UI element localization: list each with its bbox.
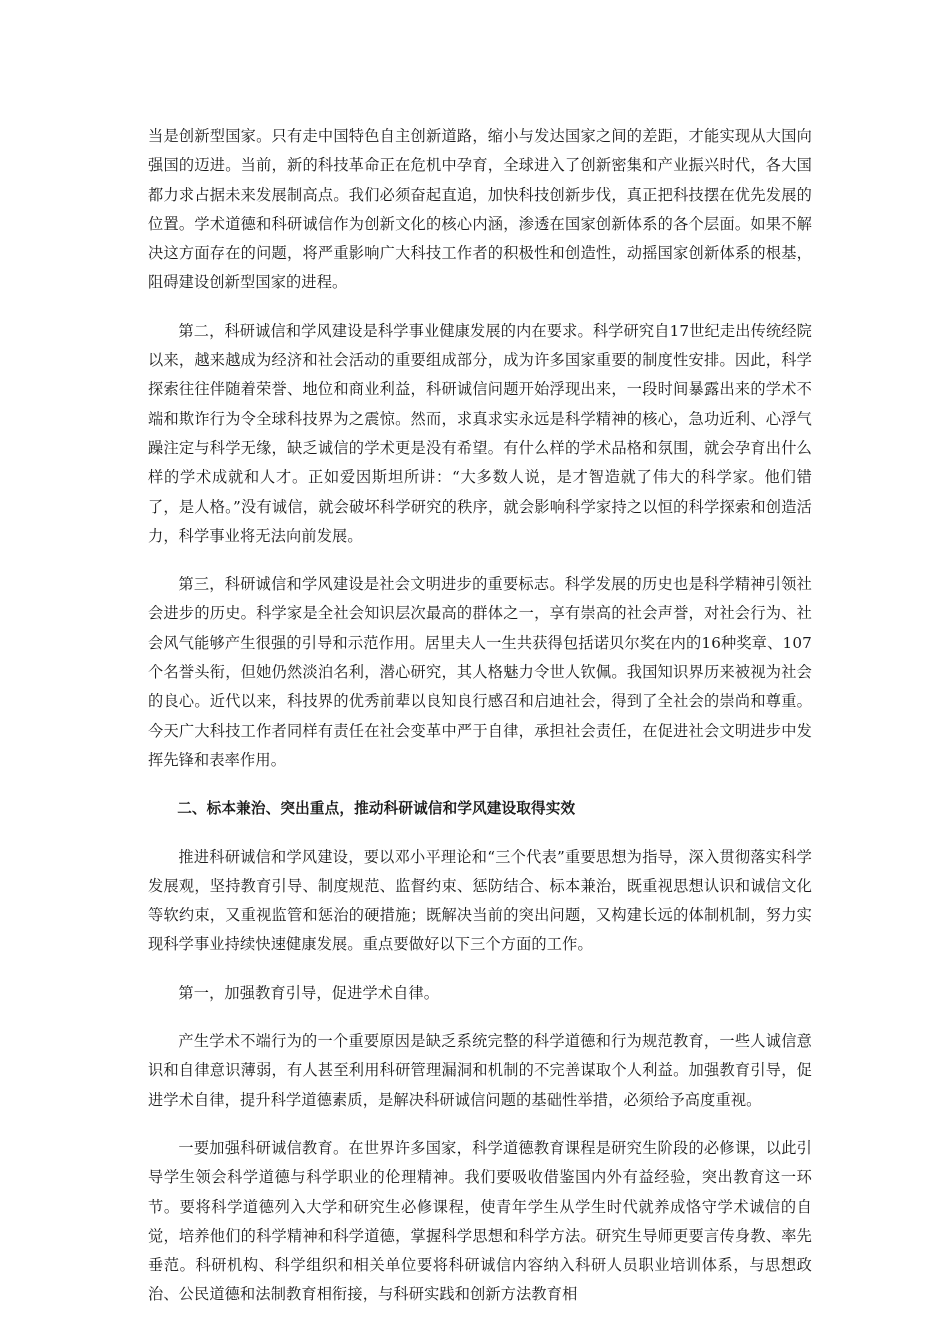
paragraph-section-intro: 推进科研诚信和学风建设，要以邓小平理论和“三个代表”重要思想为指导，深入贯彻落实科学发展观，坚持教育引导、制度规范、监督约束、惩防结合、标本兼治，既重视思想认识和诚信文化等软约束，又重视监管和惩治的硬措施；既解决当前的突出问题，又构建长远的体制机制，努力实现科学事业持续快速健康发展。重点要做好以下三个方面的工作。 (148, 847, 812, 954)
paragraph-point-two: 第二，科研诚信和学风建设是科学事业健康发展的内在要求。科学研究自17世纪走出传统经院以来，越来越成为经济和社会活动的重要组成部分，成为许多国家重要的制度性安排。因此，科学探索往往伴随着荣誉、地位和商业利益，科研诚信问题开始浮现出来，一段时间暴露出来的学术不端和欺诈行为令全球科技界为之震惊。然而，求真求实永远是科学精神的核心，急功近利、心浮气躁注定与科学无缘，缺乏诚信的学术更是没有希望。有什么样的学术品格和氛围，就会孕育出什么样的学术成就和人才。正如爱因斯坦所讲：“大多数人说，是才智造就了伟大的科学家。他们错了，是人格。”没有诚信，就会破坏科学研究的秩序，就会影响科学家持之以恒的科学探索和创造活力，科学事业将无法向前发展。 (148, 321, 812, 545)
paragraph-continuation: 当是创新型国家。只有走中国特色自主创新道路，缩小与发达国家之间的差距，才能实现从大国向强国的迈进。当前，新的科技革命正在危机中孕育，全球进入了创新密集和产业振兴时代，各大国都力求占据未来发展制高点。我们必须奋起直追，加快科技创新步伐，真正把科技摆在优先发展的位置。学术道德和科研诚信作为创新文化的核心内涵，渗透在国家创新体系的各个层面。如果不解决这方面存在的问题，将严重影响广大科技工作者的积极性和创造性，动摇国家创新体系的根基，阻碍建设创新型国家的进程。 (148, 127, 812, 292)
section-heading: 二、标本兼治、突出重点，推动科研诚信和学风建设取得实效 (177, 800, 576, 818)
document-page (148, 122, 812, 1329)
paragraph-cause: 产生学术不端行为的一个重要原因是缺乏系统完整的科学道德和行为规范教育，一些人诚信意识和自律意识薄弱，有人甚至利用科研管理漏洞和机制的不完善谋取个人利益。加强教育引导，促进学术自律，提升科学道德素质，是解决科研诚信问题的基础性举措，必须给予高度重视。 (148, 1032, 812, 1109)
paragraph-education: 一要加强科研诚信教育。在世界许多国家，科学道德教育课程是研究生阶段的必修课，以此引导学生领会科学道德与科学职业的伦理精神。我们要吸收借鉴国内外有益经验，突出教育这一环节。要将科学道德列入大学和研究生必修课程，使青年学生从学生时代就养成恪守学术诚信的自觉，培养他们的科学精神和科学道德，掌握科学思想和科学方法。研究生导师更要言传身教、率先垂范。科研机构、科学组织和相关单位要将科研诚信内容纳入科研人员职业培训体系，与思想政治、公民道德和法制教育相衔接，与科研实践和创新方法教育相 (148, 1138, 812, 1304)
paragraph-point-three: 第三，科研诚信和学风建设是社会文明进步的重要标志。科学发展的历史也是科学精神引领社会进步的历史。科学家是全社会知识层次最高的群体之一，享有崇高的社会声誉，对社会行为、社会风气能够产生很强的引导和示范作用。居里夫人一生共获得包括诺贝尔奖在内的16种奖章、107个名誉头衔，但她仍然淡泊名利，潜心研究，其人格魅力令世人钦佩。我国知识界历来被视为社会的良心。近代以来，科技界的优秀前辈以良知良行感召和启迪社会，得到了全社会的崇尚和尊重。今天广大科技工作者同样有责任在社会变革中严于自律，承担社会责任，在促进社会文明进步中发挥先锋和表率作用。 (148, 575, 812, 769)
paragraph-subheading-first: 第一，加强教育引导，促进学术自律。 (178, 983, 440, 1002)
